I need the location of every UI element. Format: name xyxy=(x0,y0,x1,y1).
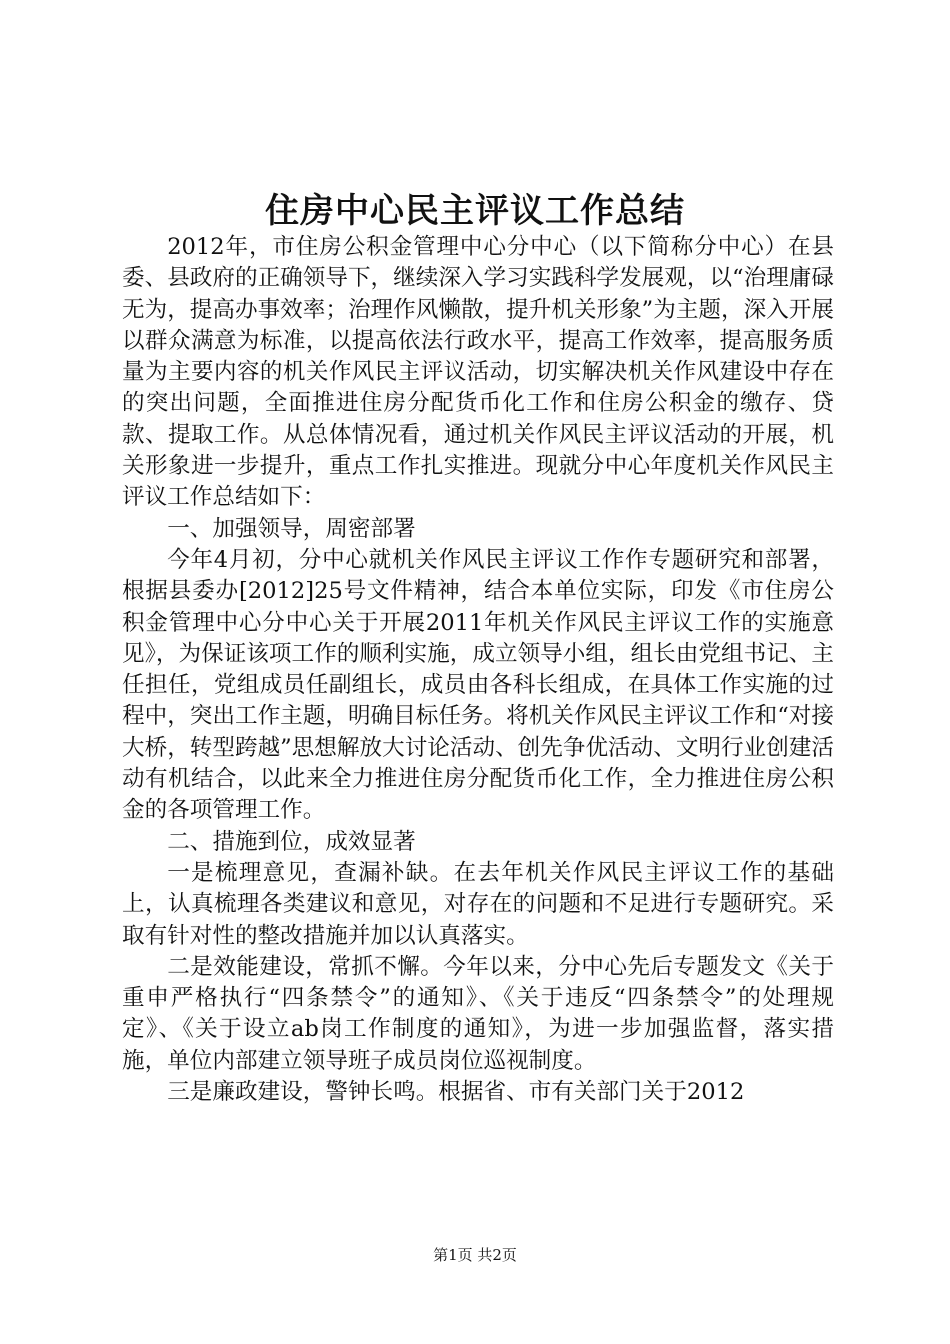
section-heading: 二、措施到位，成效显著 xyxy=(167,828,416,855)
body-paragraph: 一是梳理意见，查漏补缺。在去年机关作风民主评议工作的基础上，认真梳理各类建议和意见，对存在的问题和不足进行专题研究。采取有针对性的整改措施并加以认真落实。 xyxy=(122,859,834,949)
page-footer: 第1页 共2页 xyxy=(433,1246,517,1264)
body-paragraph: 今年4月初，分中心就机关作风民主评议工作作专题研究和部署，根据县委办[2012]25号文件精神，结合本单位实际，印发《市住房公积金管理中心分中心关于开展2011年机关作风民主评议工作的实施意见》，为保证该项工作的顺利实施，成立领导小组，组长由党组书记、主任担任，党组成员任副组长，成员由各科长组成，在具体工作实施的过程中，突出工作主题，明确目标任务。将机关作风民主评议工作和“对接大桥，转型跨越”思想解放大讨论活动、创先争优活动、文明行业创建活动有机结合，以此来全力推进住房分配货币化工作，全力推进住房公积金的各项管理工作。 xyxy=(122,546,834,824)
document-body xyxy=(122,232,834,1108)
body-paragraph: 2012年，市住房公积金管理中心分中心（以下简称分中心）在县委、县政府的正确领导下，继续深入学习实践科学发展观，以“治理庸碌无为，提高办事效率；治理作风懒散，提升机关形象”为主题，深入开展以群众满意为标准，以提高依法行政水平，提高工作效率，提高服务质量为主要内容的机关作风民主评议活动，切实解决机关作风建设中存在的突出问题，全面推进住房分配货币化工作和住房公积金的缴存、贷款、提取工作。从总体情况看，通过机关作风民主评议活动的开展，机关形象进一步提升，重点工作扎实推进。现就分中心年度机关作风民主评议工作总结如下： xyxy=(122,234,834,511)
document-title: 住房中心民主评议工作总结 xyxy=(265,191,685,231)
section-heading: 一、加强领导，周密部署 xyxy=(167,515,416,542)
body-paragraph: 二是效能建设，常抓不懈。今年以来，分中心先后专题发文《关于重申严格执行“四条禁令”的通知》、《关于违反“四条禁令”的处理规定》、《关于设立ab岗工作制度的通知》，为进一步加强监督，落实措施，单位内部建立领导班子成员岗位巡视制度。 xyxy=(122,953,834,1074)
body-paragraph: 三是廉政建设，警钟长鸣。根据省、市有关部门关于2012 xyxy=(167,1079,745,1106)
